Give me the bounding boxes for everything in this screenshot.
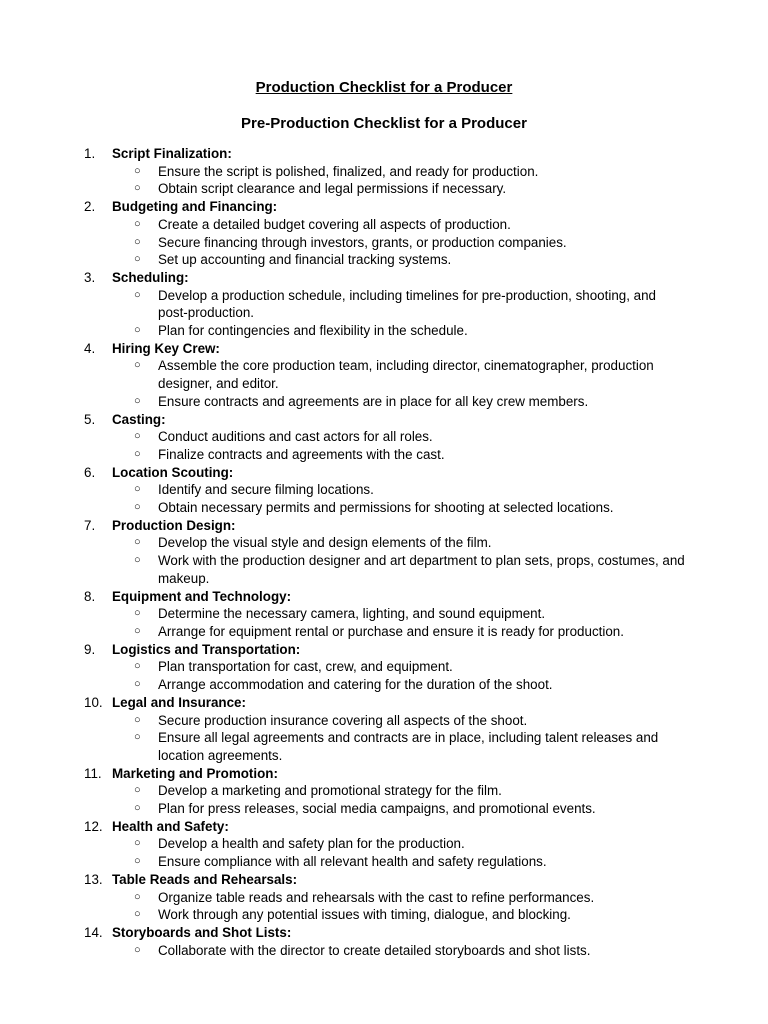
item-heading: Logistics and Transportation: xyxy=(112,641,301,657)
checklist-item xyxy=(0,198,768,269)
item-number: 11. xyxy=(84,765,102,781)
bullet-item xyxy=(112,216,688,234)
checklist-item xyxy=(0,145,768,198)
bullet-text: Plan for contingencies and flexibility in the schedule. xyxy=(158,323,468,339)
bullet-item xyxy=(112,623,688,641)
hollow-circle-bullet-icon: ○ xyxy=(134,288,141,301)
hollow-circle-bullet-icon: ○ xyxy=(134,359,141,372)
hollow-circle-bullet-icon: ○ xyxy=(134,660,141,673)
bullet-item xyxy=(112,163,688,181)
bullet-text: Plan transportation for cast, crew, and equipment. xyxy=(158,659,453,675)
bullet-item xyxy=(112,729,688,764)
item-bullet-list xyxy=(112,357,768,410)
bullet-item xyxy=(112,906,688,924)
bullet-text: Identify and secure filming locations. xyxy=(158,482,374,498)
checklist-item xyxy=(0,517,768,588)
checklist-item xyxy=(0,411,768,464)
bullet-item xyxy=(112,942,688,960)
hollow-circle-bullet-icon: ○ xyxy=(134,731,141,744)
item-bullet-list xyxy=(112,712,768,765)
hollow-circle-bullet-icon: ○ xyxy=(134,784,141,797)
bullet-text: Develop a health and safety plan for the production. xyxy=(158,836,465,852)
bullet-text: Create a detailed budget covering all aspects of production. xyxy=(158,216,511,232)
bullet-item xyxy=(112,393,688,411)
bullet-text: Ensure all legal agreements and contracts are in place, including talent releases and location agreements. xyxy=(158,730,659,763)
hollow-circle-bullet-icon: ○ xyxy=(134,394,141,407)
bullet-text: Arrange accommodation and catering for the duration of the shoot. xyxy=(158,677,553,693)
item-bullet-list xyxy=(112,658,768,693)
item-bullet-list xyxy=(112,216,768,269)
item-heading: Marketing and Promotion: xyxy=(112,765,278,781)
bullet-item xyxy=(112,676,688,694)
hollow-circle-bullet-icon: ○ xyxy=(134,536,141,549)
item-heading: Budgeting and Financing: xyxy=(112,199,278,215)
item-number: 6. xyxy=(84,464,96,480)
bullet-item xyxy=(112,499,688,517)
item-number: 3. xyxy=(84,269,96,285)
hollow-circle-bullet-icon: ○ xyxy=(134,182,141,195)
item-bullet-list xyxy=(112,782,768,817)
bullet-item xyxy=(112,605,688,623)
bullet-text: Conduct auditions and cast actors for all roles. xyxy=(158,429,433,445)
item-number: 7. xyxy=(84,517,96,533)
bullet-text: Collaborate with the director to create detailed storyboards and shot lists. xyxy=(158,942,591,958)
item-heading: Production Design: xyxy=(112,517,236,533)
bullet-item xyxy=(112,853,688,871)
item-heading: Script Finalization: xyxy=(112,146,232,161)
bullet-item xyxy=(112,534,688,552)
bullet-text: Work through any potential issues with timing, dialogue, and blocking. xyxy=(158,907,571,923)
item-heading: Storyboards and Shot Lists: xyxy=(112,924,292,940)
item-number: 4. xyxy=(84,340,96,356)
bullet-item xyxy=(112,481,688,499)
hollow-circle-bullet-icon: ○ xyxy=(134,253,141,266)
bullet-text: Arrange for equipment rental or purchase and ensure it is ready for production. xyxy=(158,623,624,639)
item-bullet-list xyxy=(112,163,768,198)
hollow-circle-bullet-icon: ○ xyxy=(134,678,141,691)
checklist-item xyxy=(0,765,768,818)
checklist xyxy=(0,145,768,959)
item-heading: Hiring Key Crew: xyxy=(112,340,220,356)
bullet-text: Set up accounting and financial tracking systems. xyxy=(158,252,452,268)
checklist-item xyxy=(0,641,768,694)
bullet-text: Ensure the script is polished, finalized, and ready for production. xyxy=(158,163,539,179)
bullet-item xyxy=(112,835,688,853)
hollow-circle-bullet-icon: ○ xyxy=(134,483,141,496)
bullet-text: Plan for press releases, social media campaigns, and promotional events. xyxy=(158,801,596,817)
bullet-text: Develop a marketing and promotional strategy for the film. xyxy=(158,783,502,799)
item-heading: Casting: xyxy=(112,411,166,427)
item-bullet-list xyxy=(112,942,768,960)
bullet-item xyxy=(112,446,688,464)
bullet-item xyxy=(112,180,688,198)
bullet-text: Obtain necessary permits and permissions for shooting at selected locations. xyxy=(158,500,614,516)
bullet-item xyxy=(112,322,688,340)
hollow-circle-bullet-icon: ○ xyxy=(134,855,141,868)
item-number: 10. xyxy=(84,694,103,710)
hollow-circle-bullet-icon: ○ xyxy=(134,607,141,620)
bullet-text: Finalize contracts and agreements with the cast. xyxy=(158,446,445,462)
hollow-circle-bullet-icon: ○ xyxy=(134,908,141,921)
hollow-circle-bullet-icon: ○ xyxy=(134,324,141,337)
document-title: Production Checklist for a Producer xyxy=(255,79,513,96)
item-number: 13. xyxy=(84,871,103,887)
checklist-item xyxy=(0,871,768,924)
bullet-text: Determine the necessary camera, lighting, and sound equipment. xyxy=(158,606,546,622)
item-bullet-list xyxy=(112,534,768,587)
bullet-item xyxy=(112,800,688,818)
item-bullet-list xyxy=(112,889,768,924)
item-heading: Location Scouting: xyxy=(112,464,234,480)
bullet-text: Secure production insurance covering all aspects of the shoot. xyxy=(158,712,528,728)
bullet-text: Assemble the core production team, including director, cinematographer, production designer, and editor. xyxy=(158,358,654,392)
bullet-text: Secure financing through investors, grants, or production companies. xyxy=(158,234,567,250)
hollow-circle-bullet-icon: ○ xyxy=(134,713,141,726)
bullet-text: Ensure contracts and agreements are in place for all key crew members. xyxy=(158,393,589,409)
document-subtitle: Pre-Production Checklist for a Producer xyxy=(241,115,527,132)
hollow-circle-bullet-icon: ○ xyxy=(134,447,141,460)
hollow-circle-bullet-icon: ○ xyxy=(134,164,141,177)
hollow-circle-bullet-icon: ○ xyxy=(134,890,141,903)
checklist-item xyxy=(0,340,768,411)
hollow-circle-bullet-icon: ○ xyxy=(134,837,141,850)
item-bullet-list xyxy=(112,428,768,463)
item-bullet-list xyxy=(112,287,768,340)
item-heading: Legal and Insurance: xyxy=(112,694,246,710)
bullet-text: Work with the production designer and art department to plan sets, props, costumes, and makeup. xyxy=(158,553,685,586)
bullet-item xyxy=(112,287,688,322)
bullet-item xyxy=(112,552,688,587)
bullet-text: Ensure compliance with all relevant health and safety regulations. xyxy=(158,854,547,870)
item-number: 5. xyxy=(84,411,96,427)
checklist-item xyxy=(0,588,768,641)
item-heading: Table Reads and Rehearsals: xyxy=(112,871,298,887)
item-heading: Health and Safety: xyxy=(112,818,229,834)
bullet-item xyxy=(112,782,688,800)
checklist-item xyxy=(0,924,768,959)
bullet-text: Develop a production schedule, including timelines for pre-production, shooting, and post-production. xyxy=(158,287,656,321)
hollow-circle-bullet-icon: ○ xyxy=(134,802,141,815)
bullet-text: Organize table reads and rehearsals with the cast to refine performances. xyxy=(158,889,595,905)
item-number: 14. xyxy=(84,924,103,940)
bullet-item xyxy=(112,251,688,269)
checklist-item xyxy=(0,269,768,340)
hollow-circle-bullet-icon: ○ xyxy=(134,554,141,567)
hollow-circle-bullet-icon: ○ xyxy=(134,943,141,956)
bullet-item xyxy=(112,658,688,676)
hollow-circle-bullet-icon: ○ xyxy=(134,430,141,443)
hollow-circle-bullet-icon: ○ xyxy=(134,235,141,248)
bullet-item xyxy=(112,428,688,446)
item-bullet-list xyxy=(112,835,768,870)
checklist-item xyxy=(0,464,768,517)
item-number: 8. xyxy=(84,588,96,604)
bullet-item xyxy=(112,712,688,730)
item-number: 12. xyxy=(84,818,103,834)
item-heading: Scheduling: xyxy=(112,269,189,285)
bullet-text: Obtain script clearance and legal permissions if necessary. xyxy=(158,181,507,197)
bullet-item xyxy=(112,889,688,907)
bullet-text: Develop the visual style and design elements of the film. xyxy=(158,535,492,551)
hollow-circle-bullet-icon: ○ xyxy=(134,624,141,637)
item-bullet-list xyxy=(112,481,768,516)
hollow-circle-bullet-icon: ○ xyxy=(134,217,141,230)
item-number: 9. xyxy=(84,641,96,657)
item-bullet-list xyxy=(112,605,768,640)
bullet-item xyxy=(112,357,688,392)
item-number: 1. xyxy=(84,146,96,161)
bullet-item xyxy=(112,234,688,252)
checklist-item xyxy=(0,818,768,871)
hollow-circle-bullet-icon: ○ xyxy=(134,501,141,514)
checklist-item xyxy=(0,694,768,765)
item-number: 2. xyxy=(84,199,96,215)
item-heading: Equipment and Technology: xyxy=(112,588,292,604)
